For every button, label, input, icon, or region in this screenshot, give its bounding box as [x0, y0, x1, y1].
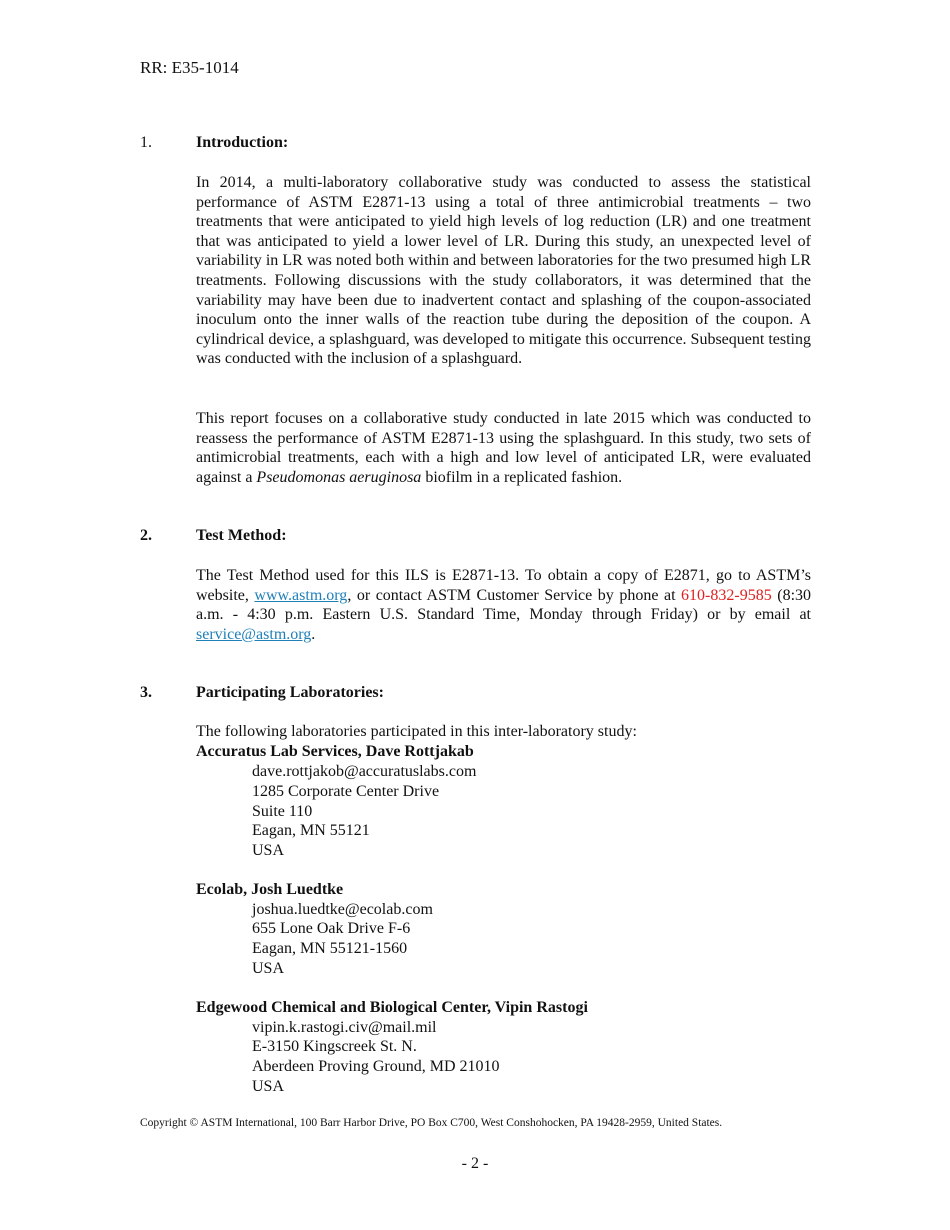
lab-country: USA	[252, 842, 285, 859]
copyright-footer: Copyright © ASTM International, 100 Barr Harbor Drive, PO Box C700, West Conshohocken, PA 19428-2959, United States.	[140, 1117, 723, 1129]
labs-intro: The following laboratories participated in this inter-laboratory study:	[196, 723, 637, 740]
service-email-link[interactable]: service@astm.org	[196, 625, 312, 643]
lab-address-line: 655 Lone Oak Drive F-6	[252, 920, 411, 937]
lab-email: dave.rottjakob@accuratuslabs.com	[252, 763, 477, 780]
lab-address-line: Aberdeen Proving Ground, MD 21010	[252, 1058, 500, 1075]
lab-email: vipin.k.rastogi.civ@mail.mil	[252, 1019, 437, 1036]
lab-address-line: E-3150 Kingscreek St. N.	[252, 1038, 417, 1055]
phone-number: 610-832-9585	[681, 586, 772, 604]
lab-address-line: Eagan, MN 55121-1560	[252, 940, 408, 957]
organism-name: Pseudomonas aeruginosa	[256, 468, 422, 486]
lab-name: Ecolab, Josh Luedtke	[196, 881, 344, 898]
lab-country: USA	[252, 1078, 285, 1095]
lab-name: Edgewood Chemical and Biological Center, Vipin Rastogi	[196, 999, 588, 1016]
method-paragraph	[196, 566, 811, 644]
lab-address-line: Eagan, MN 55121	[252, 822, 370, 839]
method-text-3: (8:30 a.m. - 4:30 p.m. Eastern U.S. Standard Time, Monday through Friday) or by email at	[196, 586, 812, 624]
intro-paragraph-1: In 2014, a multi-laboratory collaborative study was conducted to assess the statistical performance of ASTM E2871-13 using a total of three antimicrobial treatments – two treatments that were anticipated to yield high levels of log reduction (LR) and one treatment that was anticipated to yield a lower level of LR. During this study, an unexpected level of variability in LR was noted both within and between laboratories for the two presumed high LR treatments. Following discussions with the study collaborators, it was determined that the variability may have been due to inadvertent contact and splashing of the coupon-associated inoculum onto the inner walls of the reaction tube during the deposition of the coupon. A cylindrical device, a splashguard, was developed to mitigate this occurrence. Subsequent testing was conducted with the inclusion of a splashguard.	[196, 174, 811, 368]
astm-website-link[interactable]: www.astm.org	[254, 586, 348, 604]
section-number-labs: 3.	[140, 684, 152, 701]
section-number-method: 2.	[140, 527, 152, 544]
lab-address-line: Suite 110	[252, 803, 313, 820]
report-id: RR: E35-1014	[140, 58, 239, 77]
intro-p2-tail: biofilm in a replicated fashion.	[421, 468, 623, 486]
method-text-2: , or contact ASTM Customer Service by phone at	[347, 586, 682, 604]
method-text-1: The Test Method used for this ILS is E2871-13. To obtain a copy of E2871, go to ASTM’s website,	[196, 567, 811, 604]
section-title-labs: Participating Laboratories:	[196, 684, 384, 701]
intro-p2-text: This report focuses on a collaborative study conducted in late 2015 which was conducted to reassess the performance of ASTM E2871-13 using the splashguard. In this study, two sets of antimicrobial treatments, each with a high and low level of anticipated LR, were evaluated against a	[196, 410, 811, 486]
intro-paragraph-2	[196, 409, 811, 487]
section-number-intro: 1.	[140, 134, 152, 151]
method-text-4: .	[311, 625, 316, 643]
section-title-intro: Introduction:	[196, 134, 289, 151]
lab-email: joshua.luedtke@ecolab.com	[252, 901, 433, 918]
lab-name: Accuratus Lab Services, Dave Rottjakab	[196, 743, 474, 760]
lab-country: USA	[252, 960, 285, 977]
page-number: - 2 -	[461, 1155, 489, 1172]
lab-address-line: 1285 Corporate Center Drive	[252, 783, 440, 800]
section-title-method: Test Method:	[196, 527, 287, 544]
